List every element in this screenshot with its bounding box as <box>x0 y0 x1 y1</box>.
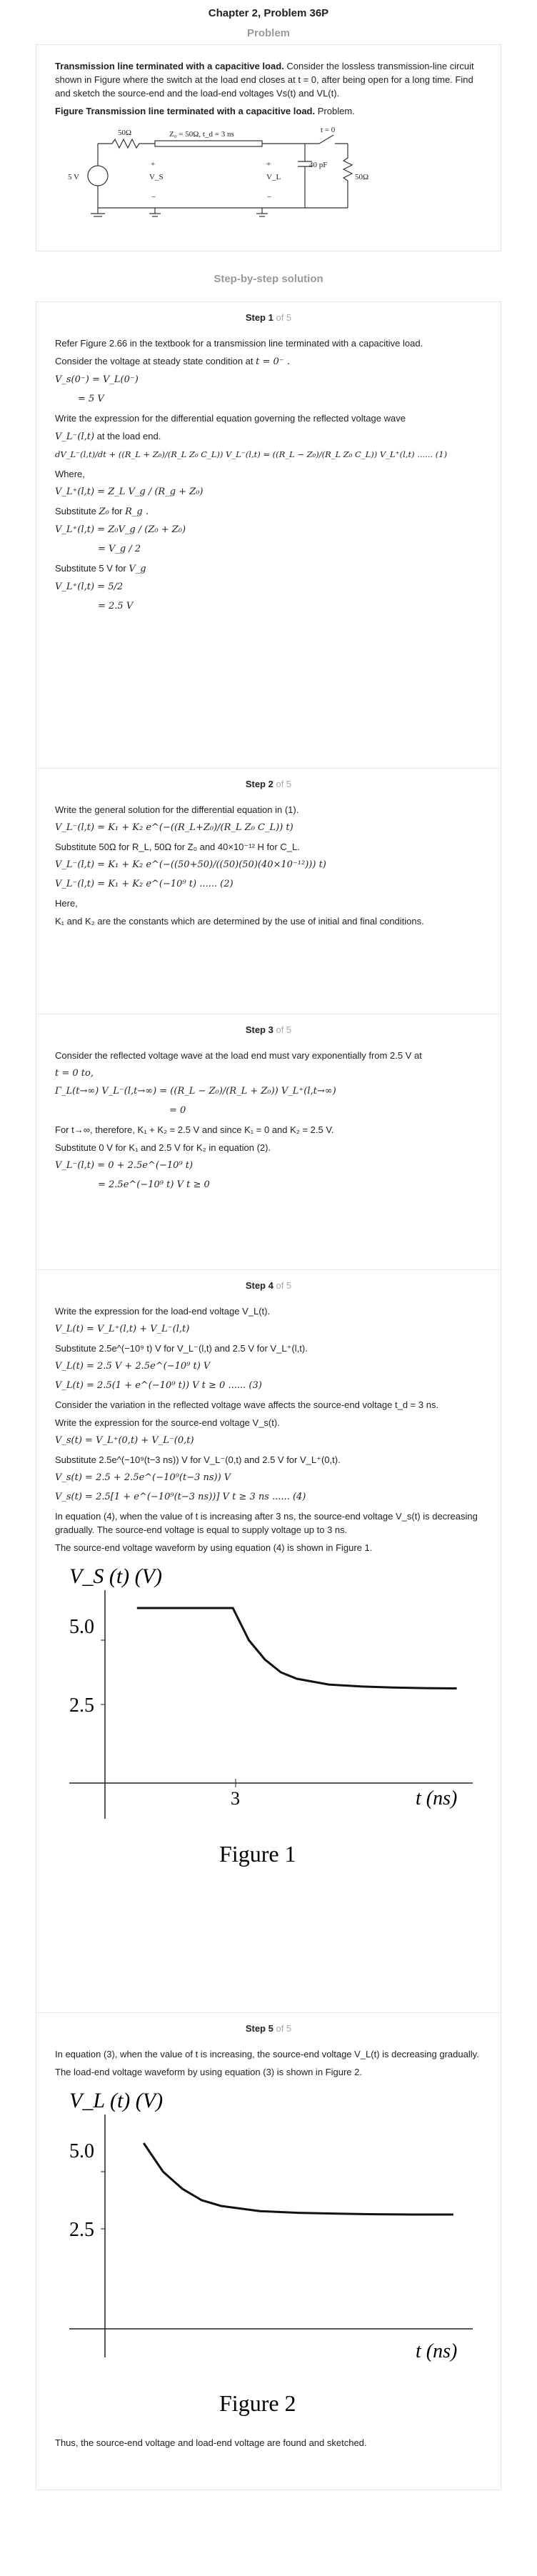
s1-p4-m1: Z₀ <box>99 506 109 517</box>
s4-p1: Write the expression for the load-end voltage V_L(t). <box>55 1306 271 1317</box>
s4-eq6: V_s(t) = 2.5[1 + e^(−10⁹(t−3 ns))] V t ≥ 3 ns ...... (4) <box>55 1492 306 1502</box>
step-5-card <box>36 2013 501 2490</box>
vs-label: V_S <box>149 173 164 181</box>
fig2-ytick-25: 2.5 <box>69 2219 94 2241</box>
voltage-source-icon <box>88 166 108 186</box>
s1-where: Where, <box>55 469 85 479</box>
step-4-header <box>36 1270 501 1293</box>
problem-text <box>55 59 482 100</box>
load-resistor-icon <box>343 144 352 208</box>
line-label: Z₀ = 50Ω, t_d = 3 ns <box>169 130 234 139</box>
problem-label: Problem <box>246 27 290 39</box>
s4-p4: Write the expression for the source-end voltage V_s(t). <box>55 1417 280 1428</box>
s1-eq3: V_L⁺(l,t) = Z_L V_g / (R_g + Z₀) <box>55 486 204 497</box>
s4-eq3: V_L(t) = 2.5(1 + e^(−10⁹ t)) V t ≥ 0 ...... (3) <box>55 1380 262 1391</box>
step-3-number: Step 3 <box>245 1024 273 1035</box>
s1-p1: Refer Figure 2.66 in the textbook for a transmission line terminated with a capacitive load. <box>55 338 423 349</box>
problem-lead: Transmission line terminated with a capacitive load. <box>55 61 284 71</box>
fig1-xlabel: t (ns) <box>416 1787 458 1809</box>
s3-p3: Substitute 0 V for K₁ and 2.5 V for K₂ in equation (2). <box>55 1142 271 1153</box>
fig2-ytick-5: 5.0 <box>69 2140 94 2162</box>
transmission-line-icon <box>155 141 262 146</box>
s2-p2: Substitute 50Ω for R_L, 50Ω for Z₀ and 40×10⁻¹² H for C_L. <box>55 842 300 852</box>
s1-eq5b: = 2.5 V <box>98 601 134 611</box>
step-2-number: Step 2 <box>245 779 273 789</box>
plus-sign-source: + <box>151 160 156 169</box>
source-resistor-icon <box>98 139 155 148</box>
s3-p2: For t→∞, therefore, K₁ + K₂ = 2.5 V and since K₁ = 0 and K₂ = 2.5 V. <box>55 1124 334 1135</box>
s1-eq1b: = 5 V <box>78 394 104 404</box>
s2-p1: Write the general solution for the differential equation in (1). <box>55 804 299 815</box>
figure-caption-bold: Figure Transmission line terminated with a capacitive load. <box>55 106 316 116</box>
fig2-series-line <box>144 2143 453 2215</box>
fig1-ytick-5: 5.0 <box>69 1616 94 1638</box>
s1-p4-text: Substitute <box>55 506 96 516</box>
plus-sign-load: + <box>266 160 271 169</box>
s4-p5: Substitute 2.5e^(−10⁹(t−3 ns)) V for V_L⁻(0,t) and 2.5 V for V_L⁺(0,t). <box>55 1454 341 1465</box>
step-1-header <box>36 302 501 325</box>
fig1-ylabel: V_S (t) (V) <box>69 1564 162 1588</box>
s1-p3b-text: at the load end. <box>96 431 161 441</box>
s1-p4-m2: R_g . <box>125 506 149 517</box>
vl-label: V_L <box>266 173 281 181</box>
step-5-header <box>36 2013 501 2036</box>
s3-eq2a: V_L⁻(l,t) = 0 + 2.5e^(−10⁹ t) <box>55 1160 194 1171</box>
s1-eq5a: V_L⁺(l,t) = 5/2 <box>55 581 124 592</box>
s1-eq1a: V_s(0⁻) = V_L(0⁻) <box>55 374 139 385</box>
s1-p2-math: t = 0⁻ . <box>256 356 290 367</box>
s1-eq4a: V_L⁺(l,t) = Z₀V_g / (Z₀ + Z₀) <box>55 524 186 535</box>
s4-eq5: V_s(t) = 2.5 + 2.5e^(−10⁹(t−3 ns)) V <box>55 1472 231 1483</box>
cap-label: 40 pF <box>309 161 328 169</box>
step-1-number: Step 1 <box>245 312 273 323</box>
source-res-label: 50Ω <box>118 129 132 137</box>
s1-p5-text: Substitute 5 V for <box>55 563 126 574</box>
s1-p2 <box>55 354 482 369</box>
s3-eq2b: = 2.5e^(−10⁹ t) V t ≥ 0 <box>98 1179 210 1190</box>
s3-p1b: t = 0 to, <box>55 1068 94 1079</box>
s2-eq2: V_L⁻(l,t) = K₁ + K₂ e^(−((50+50)/((50)(50)(40×10⁻¹²))) t) <box>55 859 326 870</box>
fig1-caption: Figure 1 <box>219 1841 296 1867</box>
s3-eq1b: = 0 <box>169 1105 186 1116</box>
fig1-ytick-25: 2.5 <box>69 1694 94 1717</box>
s1-p4 <box>55 504 482 519</box>
fig2-xlabel: t (ns) <box>416 2340 458 2362</box>
s1-p4-for: for <box>111 506 123 516</box>
s1-p5 <box>55 561 482 576</box>
s1-p3b <box>55 429 482 444</box>
step-4-of: of 5 <box>276 1280 292 1291</box>
s2-eq1: V_L⁻(l,t) = K₁ + K₂ e^(−((R_L+Z₀)/(R_L Z₀ C_L)) t) <box>55 822 293 833</box>
fig1-xtick-3: 3 <box>231 1788 240 1809</box>
s5-p2: The load-end voltage waveform by using equation (3) is shown in Figure 2. <box>55 2067 362 2077</box>
s4-eq1: V_L(t) = V_L⁺(l,t) + V_L⁻(l,t) <box>55 1324 190 1334</box>
s2-p3: K₁ and K₂ are the constants which are determined by the use of initial and final conditions. <box>55 916 424 927</box>
figure-caption-rest: Problem. <box>317 106 355 116</box>
problem-card <box>36 44 501 251</box>
s1-p2-text: Consider the voltage at steady state condition at <box>55 356 254 366</box>
circuit-diagram <box>62 122 405 229</box>
step-3-header <box>36 1014 501 1037</box>
s2-eq3: V_L⁻(l,t) = K₁ + K₂ e^(−10⁹ t) ...... (2) <box>55 879 234 889</box>
figure-2-chart <box>55 2086 483 2429</box>
switch-icon <box>319 135 333 144</box>
step-5-of: of 5 <box>276 2023 292 2034</box>
step-1-card <box>36 301 501 769</box>
s1-p3b-math: V_L⁻(l,t) <box>55 431 95 442</box>
fig2-caption: Figure 2 <box>219 2390 296 2416</box>
problem-body: Consider the lossless transmission-line circuit shown in Figure where the switch at the load end closes at t = 0, after being open for a long time. Find and sketch the source-end and the load-end voltages Vs(t) and VL(t). <box>55 61 474 99</box>
step-2-of: of 5 <box>276 779 292 789</box>
s3-p1: Consider the reflected voltage wave at the load end must vary exponentially from 2.5 V at <box>55 1050 422 1061</box>
step-2-card <box>36 769 501 1014</box>
s4-eq2: V_L(t) = 2.5 V + 2.5e^(−10⁹ t) V <box>55 1361 211 1372</box>
fig2-ylabel: V_L (t) (V) <box>69 2089 164 2112</box>
s1-eq4b: = V_g / 2 <box>98 544 141 554</box>
step-1-of: of 5 <box>276 312 292 323</box>
s2-here: Here, <box>55 898 78 909</box>
figure-1-chart <box>55 1562 483 1890</box>
solution-label: Step-by-step solution <box>214 273 323 285</box>
minus-sign-load: − <box>267 193 272 201</box>
step-4-number: Step 4 <box>245 1280 273 1291</box>
s4-p3: Consider the variation in the reflected voltage wave affects the source-end voltage t_d = 3 ns. <box>55 1399 439 1410</box>
s4-p7: The source-end voltage waveform by using equation (4) is shown in Figure 1. <box>55 1542 373 1553</box>
s5-p1: In equation (3), when the value of t is increasing, the source-end voltage V_L(t) is decreasing gradually. <box>55 2049 479 2060</box>
page-title: Chapter 2, Problem 36P <box>208 7 329 19</box>
s1-p5-math: V_g <box>129 564 146 574</box>
s4-eq4: V_s(t) = V_L⁺(0,t) + V_L⁻(0,t) <box>55 1435 194 1446</box>
step-3-card <box>36 1014 501 1270</box>
step-3-of: of 5 <box>276 1024 292 1035</box>
source-volt-label: 5 V <box>68 173 79 181</box>
load-res-label: 50Ω <box>355 173 369 181</box>
s3-eq1: Γ_L(t→∞) V_L⁻(l,t→∞) = ((R_L − Z₀)/(R_L + Z₀)) V_L⁺(l,t→∞) <box>55 1086 336 1097</box>
step-4-card <box>36 1270 501 2013</box>
s1-eq2: dV_L⁻(l,t)/dt + ((R_L + Z₀)/(R_L Z₀ C_L)) V_L⁻(l,t) = ((R_L − Z₀)/(R_L Z₀ C_L)) V_L⁺(l,t) ...... (1) <box>55 449 448 459</box>
switch-label: t = 0 <box>321 126 336 134</box>
figure-caption <box>55 104 482 118</box>
s4-p2: Substitute 2.5e^(−10⁹ t) V for V_L⁻(l,t) and 2.5 V for V_L⁺(l,t). <box>55 1343 308 1354</box>
step-5-number: Step 5 <box>245 2023 273 2034</box>
s4-p6: In equation (4), when the value of t is increasing after 3 ns, the source-end voltage V_s(t) is decreasing gradually. The source-end voltage is equal to supply voltage up to 3 ns. <box>55 1511 478 1535</box>
s5-p3: Thus, the source-end voltage and load-end voltage are found and sketched. <box>55 2437 367 2448</box>
step-2-header <box>36 769 501 792</box>
fig1-series-line <box>137 1608 457 1689</box>
s1-p3: Write the expression for the differential equation governing the reflected voltage wave <box>55 413 406 424</box>
minus-sign-source: − <box>151 193 156 201</box>
